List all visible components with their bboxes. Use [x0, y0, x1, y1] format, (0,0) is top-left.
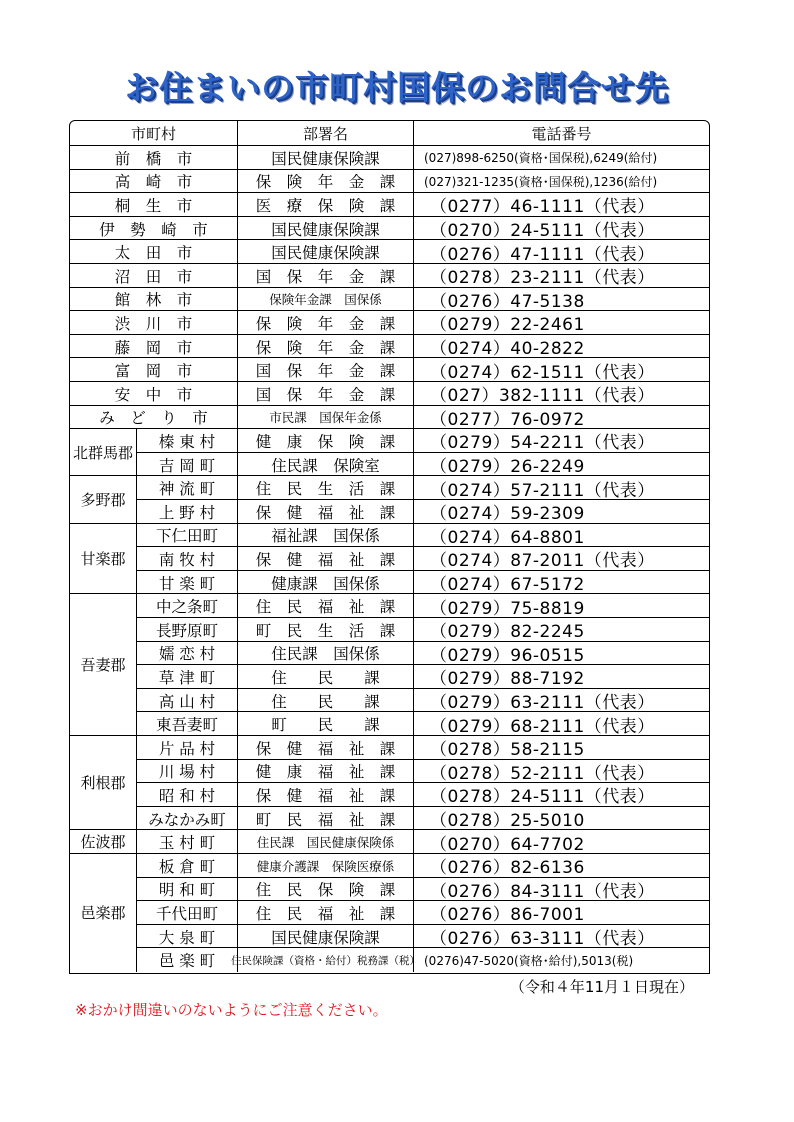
- phone-number: （0274）59-2309: [413, 500, 709, 524]
- municipality-name: 草 津 町: [136, 665, 237, 689]
- municipality-name: 高 山 村: [136, 689, 237, 713]
- phone-number: （0276）84-3111（代表）: [413, 878, 709, 902]
- table-header: [70, 121, 709, 145]
- phone-number: （0279）96-0515: [413, 642, 709, 666]
- municipality-name: 渋 川 市: [114, 314, 193, 333]
- department-name: 町 民 生 活 課: [237, 618, 413, 642]
- municipality-name: 藤 岡 市: [114, 338, 193, 357]
- municipality-name: 板 倉 町: [136, 854, 237, 878]
- phone-number: （0274）87-2011（代表）: [413, 547, 709, 571]
- table-row: [136, 735, 709, 760]
- table-row: [136, 452, 709, 477]
- municipality-name: 明 和 町: [136, 878, 237, 902]
- header-phone: 電話番号: [413, 121, 709, 145]
- table-row: [70, 334, 709, 359]
- phone-number: （0279）63-2111（代表）: [413, 689, 709, 713]
- department-name: 健 康 保 険 課: [237, 429, 413, 453]
- table-row: [136, 947, 709, 972]
- municipality-name: み ど り 市: [99, 409, 208, 428]
- table-row: [70, 145, 709, 170]
- phone-number: （0276）86-7001: [413, 901, 709, 925]
- table-row: [136, 546, 709, 571]
- notice-text: ※おかけ間違いのないようにご注意ください。: [75, 1001, 388, 1019]
- phone-number: （0276）47-1111（代表）: [413, 240, 709, 264]
- table-row: [70, 381, 709, 406]
- municipality-name: 長野原町: [136, 618, 237, 642]
- department-name: 住 民 生 活 課: [237, 476, 413, 500]
- department-name: 国民健康保険課: [237, 240, 413, 264]
- municipality-name: 神 流 町: [136, 476, 237, 500]
- table-row: [136, 617, 709, 642]
- department-name: 町 民 福 祉 課: [237, 807, 413, 831]
- district-name: 吾妻郡: [70, 593, 136, 735]
- table-row: [70, 192, 709, 217]
- municipality-name: 東吾妻町: [136, 712, 237, 736]
- municipality-name: 昭 和 村: [136, 783, 237, 807]
- table-row: [70, 263, 709, 288]
- department-name: 住民課 国民健康保険係: [237, 830, 413, 854]
- department-name: 国民健康保険課: [237, 925, 413, 949]
- phone-number: （0274）64-8801: [413, 524, 709, 548]
- table-row: [136, 475, 709, 500]
- municipality-name: 下仁田町: [136, 524, 237, 548]
- phone-number: （0274）40-2822: [413, 335, 709, 359]
- table-row: [136, 593, 709, 618]
- department-name: 保険年金課 国保係: [237, 288, 413, 312]
- table-row: [136, 782, 709, 807]
- department-name: 国 保 年 金 課: [237, 358, 413, 382]
- contact-table: [69, 120, 710, 974]
- department-name: 医 療 保 険 課: [237, 193, 413, 217]
- municipality-name: 安 中 市: [114, 385, 193, 404]
- table-row: [136, 900, 709, 925]
- table-row: [70, 357, 709, 382]
- phone-number: （0274）57-2111（代表）: [413, 476, 709, 500]
- table-row: [136, 688, 709, 713]
- table-row: [136, 853, 709, 878]
- phone-number: （0276）82-6136: [413, 854, 709, 878]
- district-name: 甘楽郡: [70, 523, 136, 594]
- municipality-name: 片 品 村: [136, 736, 237, 760]
- table-row: [136, 499, 709, 524]
- department-name: 住 民 課: [237, 665, 413, 689]
- municipality-name: みなかみ町: [136, 807, 237, 831]
- phone-number: （0279）26-2249: [413, 453, 709, 477]
- phone-number: （0270）64-7702: [413, 830, 709, 854]
- phone-number: （0278）58-2115: [413, 736, 709, 760]
- table-row: [70, 287, 709, 312]
- municipality-name: 伊 勢 崎 市: [99, 220, 208, 239]
- department-name: 保 健 福 祉 課: [237, 783, 413, 807]
- municipality-name: 邑 楽 町: [136, 948, 237, 972]
- table-row: [136, 711, 709, 736]
- table-row: [70, 216, 709, 241]
- phone-number: （0278）23-2111（代表）: [413, 264, 709, 288]
- department-name: 健康介護課 保険医療係: [237, 854, 413, 878]
- department-name: 国 保 年 金 課: [237, 382, 413, 406]
- municipality-name: 桐 生 市: [114, 196, 193, 215]
- department-name: 国民健康保険課: [237, 217, 413, 241]
- municipality-name: 南 牧 村: [136, 547, 237, 571]
- department-name: 住 民 福 祉 課: [237, 901, 413, 925]
- district-name: 佐波郡: [70, 829, 136, 853]
- municipality-name: 富 岡 市: [114, 362, 193, 381]
- table-row: [136, 641, 709, 666]
- municipality-name: 川 場 村: [136, 760, 237, 784]
- department-name: 保 険 年 金 課: [237, 170, 413, 194]
- phone-number: (027)898-6250(資格･国保税),6249(給付): [413, 146, 709, 170]
- table-row: [70, 310, 709, 335]
- table-row: [136, 877, 709, 902]
- department-name: 保 険 年 金 課: [237, 311, 413, 335]
- phone-number: (0276)47-5020(資格･給付),5013(税): [413, 948, 709, 972]
- phone-number: （0279）82-2245: [413, 618, 709, 642]
- table-row: [70, 169, 709, 194]
- phone-number: （027）382-1111（代表）: [413, 382, 709, 406]
- department-name: 町 民 課: [237, 712, 413, 736]
- table-row: [70, 239, 709, 264]
- table-row: [136, 523, 709, 548]
- department-name: 保 健 福 祉 課: [237, 736, 413, 760]
- municipality-name: 太 田 市: [114, 244, 193, 263]
- phone-number: （0276）47-5138: [413, 288, 709, 312]
- department-name: 保 健 福 祉 課: [237, 547, 413, 571]
- municipality-name: 中之条町: [136, 594, 237, 618]
- header-department: 部署名: [237, 121, 413, 145]
- as-of-date: （令和４年11月１日現在）: [509, 978, 694, 996]
- table-row: [136, 759, 709, 784]
- phone-number: （0279）88-7192: [413, 665, 709, 689]
- phone-number: （0274）62-1511（代表）: [413, 358, 709, 382]
- municipality-name: 吉 岡 町: [136, 453, 237, 477]
- district-name: 多野郡: [70, 475, 136, 522]
- municipality-name: 千代田町: [136, 901, 237, 925]
- district-name: 邑楽郡: [70, 853, 136, 971]
- municipality-name: 高 崎 市: [114, 173, 193, 192]
- phone-number: （0278）25-5010: [413, 807, 709, 831]
- municipality-name: 上 野 村: [136, 500, 237, 524]
- phone-number: （0278）52-2111（代表）: [413, 760, 709, 784]
- department-name: 住 民 福 祉 課: [237, 594, 413, 618]
- phone-number: （0276）63-3111（代表）: [413, 925, 709, 949]
- phone-number: (027)321-1235(資格･国保税),1236(給付): [413, 170, 709, 194]
- phone-number: （0274）67-5172: [413, 571, 709, 595]
- department-name: 国 保 年 金 課: [237, 264, 413, 288]
- district-name: 北群馬郡: [70, 428, 136, 475]
- municipality-name: 沼 田 市: [114, 267, 193, 286]
- department-name: 国民健康保険課: [237, 146, 413, 170]
- department-name: 住民課 国保係: [237, 642, 413, 666]
- table-row: [70, 405, 709, 430]
- table-row: [136, 570, 709, 595]
- department-name: 住 民 課: [237, 689, 413, 713]
- phone-number: （0277）76-0972: [413, 406, 709, 430]
- department-name: 住民保険課（資格・給付）税務課（税）: [237, 948, 413, 972]
- table-row: [136, 924, 709, 949]
- table-row: [136, 806, 709, 831]
- district-name: 利根郡: [70, 735, 136, 829]
- department-name: 保 健 福 祉 課: [237, 500, 413, 524]
- phone-number: （0279）22-2461: [413, 311, 709, 335]
- phone-number: （0278）24-5111（代表）: [413, 783, 709, 807]
- table-row: [136, 829, 709, 854]
- phone-number: （0279）68-2111（代表）: [413, 712, 709, 736]
- municipality-name: 大 泉 町: [136, 925, 237, 949]
- municipality-name: 甘 楽 町: [136, 571, 237, 595]
- table-row: [136, 664, 709, 689]
- page-title: お住まいの市町村国保のお問合せ先: [125, 68, 669, 107]
- phone-number: （0279）75-8819: [413, 594, 709, 618]
- phone-number: （0270）24-5111（代表）: [413, 217, 709, 241]
- department-name: 住 民 保 険 課: [237, 878, 413, 902]
- department-name: 福祉課 国保係: [237, 524, 413, 548]
- municipality-name: 館 林 市: [114, 291, 193, 310]
- municipality-name: 前 橋 市: [114, 149, 193, 168]
- phone-number: （0279）54-2211（代表）: [413, 429, 709, 453]
- department-name: 健 康 福 祉 課: [237, 760, 413, 784]
- department-name: 保 険 年 金 課: [237, 335, 413, 359]
- department-name: 市民課 国保年金係: [237, 406, 413, 430]
- header-municipality: 市町村: [130, 124, 176, 143]
- table-row: [136, 428, 709, 453]
- municipality-name: 嬬 恋 村: [136, 642, 237, 666]
- municipality-name: 玉 村 町: [136, 830, 237, 854]
- municipality-name: 榛 東 村: [136, 429, 237, 453]
- department-name: 住民課 保険室: [237, 453, 413, 477]
- department-name: 健康課 国保係: [237, 571, 413, 595]
- phone-number: （0277）46-1111（代表）: [413, 193, 709, 217]
